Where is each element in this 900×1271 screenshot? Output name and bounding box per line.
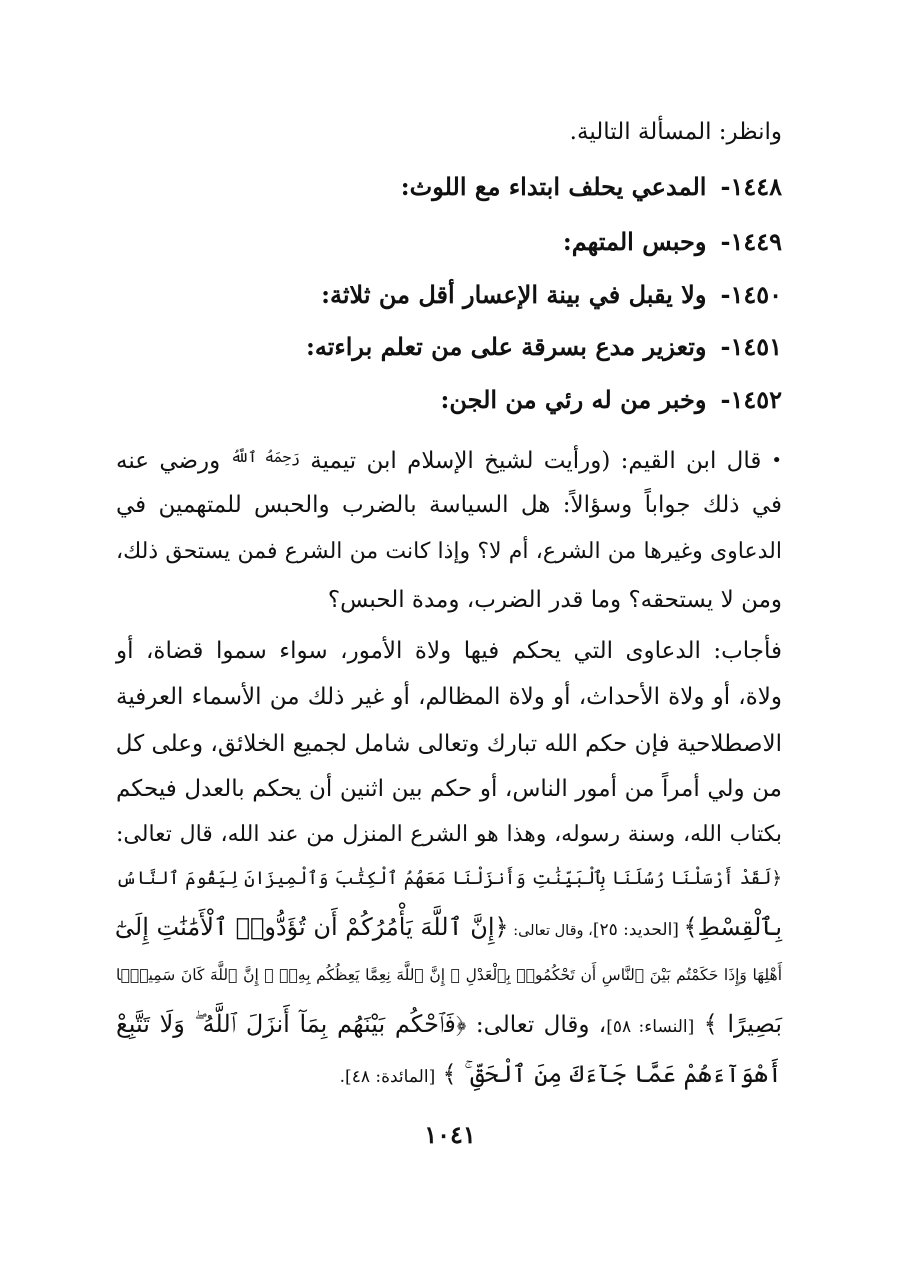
bullet-icon: • xyxy=(771,450,782,471)
heading-text: وتعزير مدع بسرقة على من تعلم براءته: xyxy=(306,332,707,361)
honorific-glyph: رَحِمَهُ ٱللَّهُ xyxy=(230,448,300,466)
paragraph-line: ولاة، أو ولاة الأحداث، أو ولاة المظالم، أو غير ذلك من الأسماء العرفية xyxy=(116,684,782,710)
paragraph-line: الدعاوى وغيرها من الشرع، أم لا؟ وإذا كانت من الشرع فمن يستحق ذلك، xyxy=(116,539,782,564)
verse-reference: [النساء: ٥٨] xyxy=(606,1017,695,1037)
paragraph-line: ومن لا يستحقه؟ وما قدر الضرب، ومدة الحبس؟ xyxy=(327,587,782,613)
quran-verse-line: بَصِيرًا ﴾ [النساء: ٥٨]، وقال تعالى: ﴿فَٱحْكُم بَيْنَهُم بِمَآ أَنزَلَ ٱللَّهُ ۖ وَلَا تَتَّبِعْ xyxy=(116,1010,782,1038)
quran-verse-line: أَهْوَآءَهُمْ عَمَّا جَآءَكَ مِنَ ٱلْحَقِّ ۚ ﴾ [المائدة: ٤٨]. xyxy=(339,1060,782,1088)
heading-number: ١٤٤٨- xyxy=(720,172,782,201)
heading-text: ولا يقبل في بينة الإعسار أقل من ثلاثة: xyxy=(321,280,707,309)
paragraph-line: الاصطلاحية فإن حكم الله تبارك وتعالى شامل لجميع الخلائق، وعلى كل xyxy=(115,731,782,757)
quran-verse-line: بِٱلْقِسْطِ﴾ [الحديد: ٢٥]، وقال تعالى: ﴿إِنَّ ٱللَّهَ يَأْمُرُكُمْ أَن تُؤَدُّوا۟ ٱلْأَمَٰنَٰتِ إِلَىٰٓ xyxy=(114,913,782,941)
verse-reference: [المائدة: ٤٨]. xyxy=(339,1067,436,1087)
heading-1451 xyxy=(306,330,782,364)
heading-1450 xyxy=(321,278,782,312)
heading-number: ١٤٥٠- xyxy=(720,280,782,309)
page-number: ١٠٤١ xyxy=(424,1120,476,1149)
quran-verse-line: ﴿لَقَدْ أَرْسَلْنَا رُسُلَنَا بِٱلْبَيِّنَٰتِ وَأَنزَلْنَا مَعَهُمُ ٱلْكِتَٰبَ وَٱلْمِيزَانَ لِيَقُومَ ٱلنَّاسُ xyxy=(116,868,782,889)
heading-text: المدعي يحلف ابتداء مع اللوث: xyxy=(400,172,707,201)
heading-number: ١٤٥١- xyxy=(720,332,782,361)
intro-line: وانظر: المسألة التالية. xyxy=(569,119,782,145)
heading-number: ١٤٤٩- xyxy=(720,227,782,256)
heading-1448 xyxy=(401,170,782,204)
heading-1449 xyxy=(563,225,782,259)
paragraph-line: في ذلك جواباً وسؤالاً: هل السياسة بالضرب والحبس للمتهمين في xyxy=(116,492,782,518)
heading-text: وحبس المتهم: xyxy=(562,227,707,256)
paragraph-line: بكتاب الله، وسنة رسوله، وهذا هو الشرع المنزل من عند الله، قال تعالى: xyxy=(116,822,782,847)
verse-reference: [الحديد: ٢٥] xyxy=(592,920,679,940)
paragraph-line: فأجاب: الدعاوى التي يحكم فيها ولاة الأمور، سواء سموا قضاة، أو xyxy=(116,638,782,664)
paragraph-line: من ولي أمراً من أمور الناس، أو حكم بين اثنين أن يحكم بالعدل فيحكم xyxy=(116,776,782,802)
paragraph-line: •قال ابن القيم: (ورأيت لشيخ الإسلام ابن تيمية $^{رَحِمَهُ ٱللَّهُ}$ ورضي عنه xyxy=(116,448,782,474)
heading-number: ١٤٥٢- xyxy=(720,385,782,414)
heading-text: وخبر من له رئي من الجن: xyxy=(440,385,707,414)
heading-1452 xyxy=(440,383,782,417)
quran-verse-line: أَهْلِهَا وَإِذَا حَكَمْتُم بَيْنَ ٱلنَّاسِ أَن تَحْكُمُوا۟ بِٱلْعَدْلِ ۚ إِنَّ ٱللَّهَ نِعِمَّا يَعِظُكُم بِهِۦٓ ۗ إِنَّ ٱللَّهَ كَانَ سَمِيعًۢا xyxy=(116,966,782,984)
